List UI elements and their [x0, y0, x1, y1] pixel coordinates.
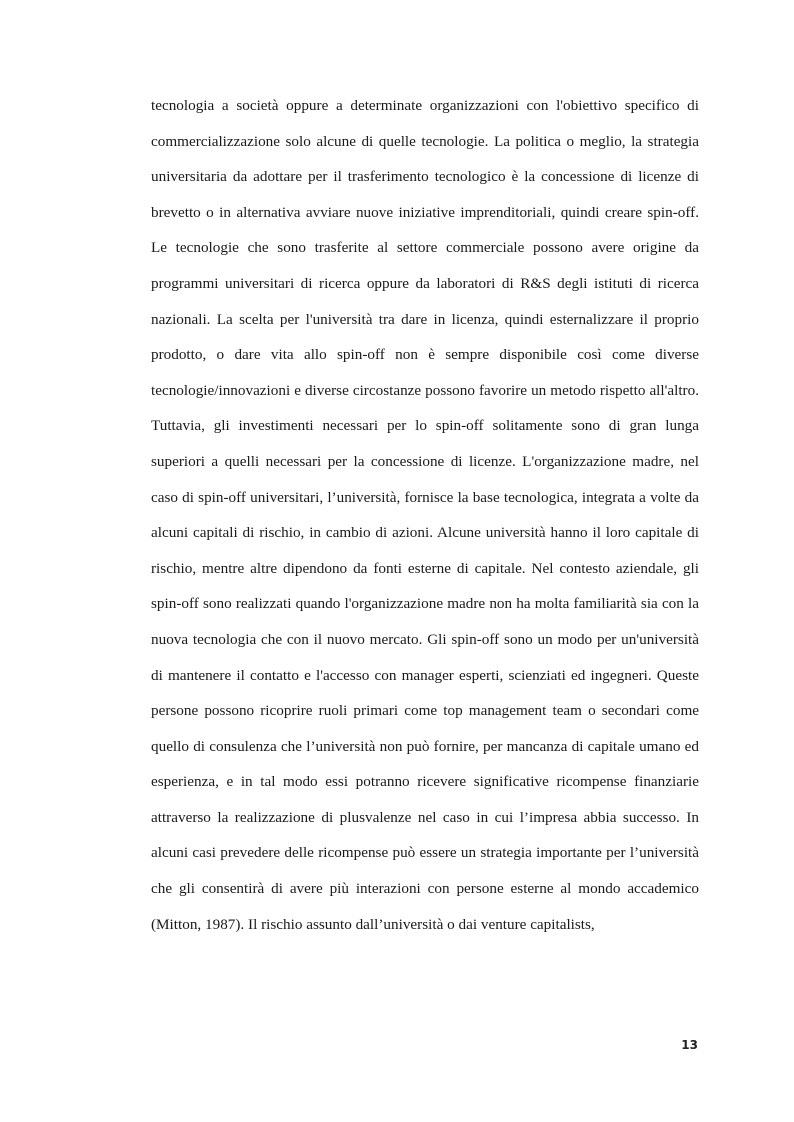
page-number: 13	[681, 1038, 698, 1052]
body-paragraph: tecnologia a società oppure a determinate organizzazioni con l'obiettivo specifico di commercializzazione solo alcune di quelle tecnologie. La politica o meglio, la strategia universitaria da adottare per il trasferimento tecnologico è la concessione di licenze di brevetto o in alternativa avviare nuove iniziative imprenditoriali, quindi creare spin-off. Le tecnologie che sono trasferite al settore commerciale possono avere origine da programmi universitari di ricerca oppure da laboratori di R&S degli istituti di ricerca nazionali. La scelta per l'università tra dare in licenza, quindi esternalizzare il proprio prodotto, o dare vita allo spin-off non è sempre disponibile così come diverse tecnologie/innovazioni e diverse circostanze possono favorire un metodo rispetto all'altro. Tuttavia, gli investimenti necessari per lo spin-off solitamente sono di gran lunga superiori a quelli necessari per la concessione di licenze. L'organizzazione madre, nel caso di spin-off universitari, l’università, fornisce la base tecnologica, integrata a volte da alcuni capitali di rischio, in cambio di azioni. Alcune università hanno il loro capitale di rischio, mentre altre dipendono da fonti esterne di capitale. Nel contesto aziendale, gli spin-off sono realizzati quando l'organizzazione madre non ha molta familiarità sia con la nuova tecnologia che con il nuovo mercato. Gli spin-off sono un modo per un'università di mantenere il contatto e l'accesso con manager esperti, scienziati ed ingegneri. Queste persone possono ricoprire ruoli primari come top management team o secondari come quello di consulenza che l’università non può fornire, per mancanza di capitale umano ed esperienza, e in tal modo essi potranno ricevere significative ricompense finanziarie attraverso la realizzazione di plusvalenze nel caso in cui l’impresa abbia successo. In alcuni casi prevedere delle ricompense può essere un strategia importante per l’università che gli consentirà di avere più interazioni con persone esterne al mondo accademico (Mitton, 1987). Il rischio assunto dall’università o dai venture capitalists,	[151, 97, 699, 933]
